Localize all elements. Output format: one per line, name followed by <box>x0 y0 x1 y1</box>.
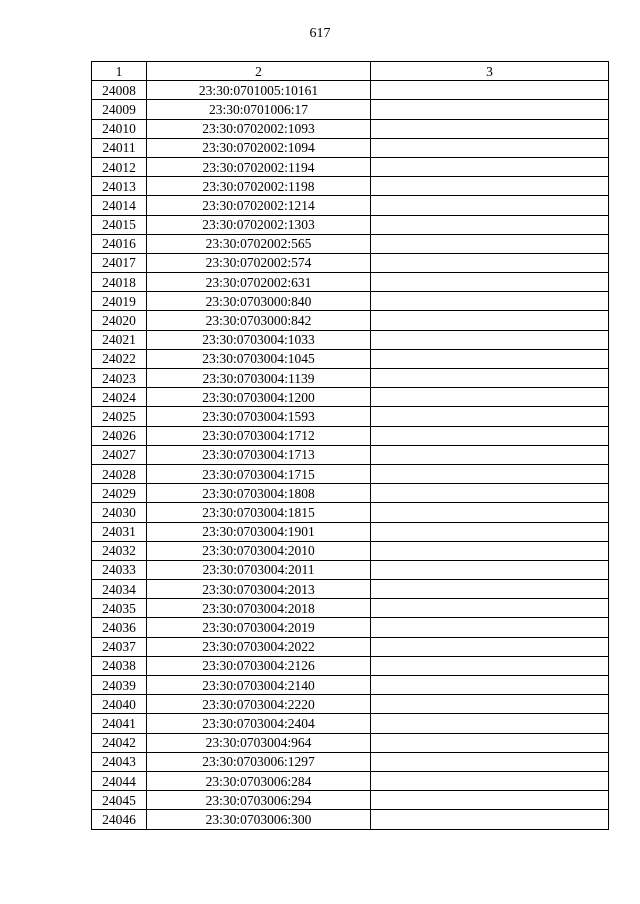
row-number-cell: 24032 <box>92 541 147 560</box>
row-number-cell: 24045 <box>92 791 147 810</box>
notes-cell <box>371 426 609 445</box>
table-header <box>92 62 609 81</box>
row-number-cell: 24022 <box>92 349 147 368</box>
table-row <box>92 791 609 810</box>
notes-cell <box>371 503 609 522</box>
row-number-cell: 24025 <box>92 407 147 426</box>
table-row <box>92 580 609 599</box>
row-number-cell: 24044 <box>92 771 147 790</box>
row-number-cell: 24018 <box>92 273 147 292</box>
notes-cell <box>371 138 609 157</box>
cadastral-number-cell: 23:30:0702002:1198 <box>147 177 371 196</box>
notes-cell <box>371 100 609 119</box>
row-number-cell: 24014 <box>92 196 147 215</box>
notes-cell <box>371 215 609 234</box>
row-number-cell: 24012 <box>92 157 147 176</box>
table-row <box>92 234 609 253</box>
notes-cell <box>371 484 609 503</box>
cadastral-number-cell: 23:30:0703004:1139 <box>147 369 371 388</box>
table-row <box>92 503 609 522</box>
row-number-cell: 24035 <box>92 599 147 618</box>
table-row <box>92 771 609 790</box>
table-row <box>92 311 609 330</box>
row-number-cell: 24009 <box>92 100 147 119</box>
row-number-cell: 24010 <box>92 119 147 138</box>
cadastral-number-cell: 23:30:0703004:1200 <box>147 388 371 407</box>
notes-cell <box>371 292 609 311</box>
cadastral-number-cell: 23:30:0703004:2010 <box>147 541 371 560</box>
notes-cell <box>371 349 609 368</box>
cadastral-number-cell: 23:30:0703004:2013 <box>147 580 371 599</box>
notes-cell <box>371 273 609 292</box>
table-row <box>92 637 609 656</box>
notes-cell <box>371 733 609 752</box>
notes-cell <box>371 177 609 196</box>
notes-cell <box>371 599 609 618</box>
row-number-cell: 24015 <box>92 215 147 234</box>
header-row <box>92 62 609 81</box>
table-row <box>92 522 609 541</box>
cadastral-number-cell: 23:30:0702002:631 <box>147 273 371 292</box>
table-row <box>92 330 609 349</box>
row-number-cell: 24034 <box>92 580 147 599</box>
row-number-cell: 24021 <box>92 330 147 349</box>
cadastral-number-cell: 23:30:0703004:2011 <box>147 560 371 579</box>
row-number-cell: 24037 <box>92 637 147 656</box>
cadastral-number-cell: 23:30:0702002:565 <box>147 234 371 253</box>
table-row <box>92 388 609 407</box>
table-row <box>92 119 609 138</box>
cadastral-number-cell: 23:30:0701005:10161 <box>147 81 371 100</box>
row-number-cell: 24019 <box>92 292 147 311</box>
notes-cell <box>371 445 609 464</box>
table-row <box>92 599 609 618</box>
notes-cell <box>371 560 609 579</box>
table-row <box>92 560 609 579</box>
notes-cell <box>371 618 609 637</box>
cadastral-number-cell: 23:30:0703004:2140 <box>147 676 371 695</box>
row-number-cell: 24024 <box>92 388 147 407</box>
notes-cell <box>371 810 609 829</box>
table-row <box>92 273 609 292</box>
notes-cell <box>371 253 609 272</box>
notes-cell <box>371 81 609 100</box>
row-number-cell: 24011 <box>92 138 147 157</box>
cadastral-number-cell: 23:30:0703004:2220 <box>147 695 371 714</box>
table-row <box>92 733 609 752</box>
notes-cell <box>371 695 609 714</box>
column-header-3: 3 <box>371 62 609 81</box>
cadastral-number-cell: 23:30:0702002:1194 <box>147 157 371 176</box>
cadastral-number-cell: 23:30:0703004:1593 <box>147 407 371 426</box>
table-row <box>92 484 609 503</box>
notes-cell <box>371 541 609 560</box>
notes-cell <box>371 771 609 790</box>
table-row <box>92 292 609 311</box>
cadastral-number-cell: 23:30:0701006:17 <box>147 100 371 119</box>
cadastral-number-cell: 23:30:0703004:2019 <box>147 618 371 637</box>
notes-cell <box>371 196 609 215</box>
row-number-cell: 24030 <box>92 503 147 522</box>
cadastral-number-cell: 23:30:0703004:1715 <box>147 464 371 483</box>
notes-cell <box>371 119 609 138</box>
cadastral-number-cell: 23:30:0702002:1093 <box>147 119 371 138</box>
cadastral-number-cell: 23:30:0703004:1901 <box>147 522 371 541</box>
notes-cell <box>371 407 609 426</box>
cadastral-number-cell: 23:30:0703004:1815 <box>147 503 371 522</box>
table-row <box>92 177 609 196</box>
table-row <box>92 253 609 272</box>
cadastral-number-cell: 23:30:0703006:294 <box>147 791 371 810</box>
cadastral-number-cell: 23:30:0703004:1712 <box>147 426 371 445</box>
notes-cell <box>371 234 609 253</box>
cadastral-number-cell: 23:30:0703006:1297 <box>147 752 371 771</box>
notes-cell <box>371 714 609 733</box>
cadastral-number-cell: 23:30:0703004:2404 <box>147 714 371 733</box>
notes-cell <box>371 656 609 675</box>
row-number-cell: 24038 <box>92 656 147 675</box>
page-number: 617 <box>309 26 331 41</box>
row-number-cell: 24027 <box>92 445 147 464</box>
row-number-cell: 24043 <box>92 752 147 771</box>
row-number-cell: 24008 <box>92 81 147 100</box>
row-number-cell: 24039 <box>92 676 147 695</box>
cadastral-number-cell: 23:30:0703004:1033 <box>147 330 371 349</box>
row-number-cell: 24046 <box>92 810 147 829</box>
table-row <box>92 196 609 215</box>
row-number-cell: 24040 <box>92 695 147 714</box>
row-number-cell: 24036 <box>92 618 147 637</box>
table-row <box>92 215 609 234</box>
notes-cell <box>371 580 609 599</box>
cadastral-number-cell: 23:30:0702002:1303 <box>147 215 371 234</box>
table-row <box>92 676 609 695</box>
table-row <box>92 81 609 100</box>
table-row <box>92 752 609 771</box>
row-number-cell: 24042 <box>92 733 147 752</box>
notes-cell <box>371 464 609 483</box>
table-body <box>92 81 609 829</box>
row-number-cell: 24023 <box>92 369 147 388</box>
table-row <box>92 349 609 368</box>
table-row <box>92 369 609 388</box>
cadastral-number-cell: 23:30:0703004:2018 <box>147 599 371 618</box>
notes-cell <box>371 752 609 771</box>
cadastral-number-cell: 23:30:0703004:1713 <box>147 445 371 464</box>
table-row <box>92 810 609 829</box>
cadastral-number-cell: 23:30:0703004:964 <box>147 733 371 752</box>
cadastral-number-cell: 23:30:0703004:1808 <box>147 484 371 503</box>
table-row <box>92 426 609 445</box>
row-number-cell: 24029 <box>92 484 147 503</box>
table-row <box>92 695 609 714</box>
row-number-cell: 24020 <box>92 311 147 330</box>
cadastral-number-cell: 23:30:0702002:1094 <box>147 138 371 157</box>
table-row <box>92 407 609 426</box>
table-row <box>92 714 609 733</box>
notes-cell <box>371 157 609 176</box>
notes-cell <box>371 522 609 541</box>
row-number-cell: 24016 <box>92 234 147 253</box>
notes-cell <box>371 330 609 349</box>
cadastral-number-cell: 23:30:0703004:1045 <box>147 349 371 368</box>
row-number-cell: 24017 <box>92 253 147 272</box>
row-number-cell: 24026 <box>92 426 147 445</box>
row-number-cell: 24033 <box>92 560 147 579</box>
cadastral-number-cell: 23:30:0702002:1214 <box>147 196 371 215</box>
notes-cell <box>371 791 609 810</box>
cadastral-number-cell: 23:30:0703006:300 <box>147 810 371 829</box>
cadastral-number-cell: 23:30:0703006:284 <box>147 771 371 790</box>
notes-cell <box>371 637 609 656</box>
column-header-1: 1 <box>92 62 147 81</box>
notes-cell <box>371 676 609 695</box>
cadastral-number-cell: 23:30:0703000:842 <box>147 311 371 330</box>
table-row <box>92 157 609 176</box>
notes-cell <box>371 369 609 388</box>
table-row <box>92 541 609 560</box>
table-row <box>92 656 609 675</box>
column-header-2: 2 <box>147 62 371 81</box>
table-row <box>92 445 609 464</box>
cadastral-number-cell: 23:30:0702002:574 <box>147 253 371 272</box>
cadastral-number-cell: 23:30:0703000:840 <box>147 292 371 311</box>
cadastral-number-cell: 23:30:0703004:2126 <box>147 656 371 675</box>
registry-table <box>91 61 609 830</box>
cadastral-number-cell: 23:30:0703004:2022 <box>147 637 371 656</box>
row-number-cell: 24031 <box>92 522 147 541</box>
row-number-cell: 24013 <box>92 177 147 196</box>
row-number-cell: 24028 <box>92 464 147 483</box>
row-number-cell: 24041 <box>92 714 147 733</box>
notes-cell <box>371 311 609 330</box>
table-row <box>92 138 609 157</box>
notes-cell <box>371 388 609 407</box>
table-row <box>92 618 609 637</box>
table-row <box>92 100 609 119</box>
table-row <box>92 464 609 483</box>
